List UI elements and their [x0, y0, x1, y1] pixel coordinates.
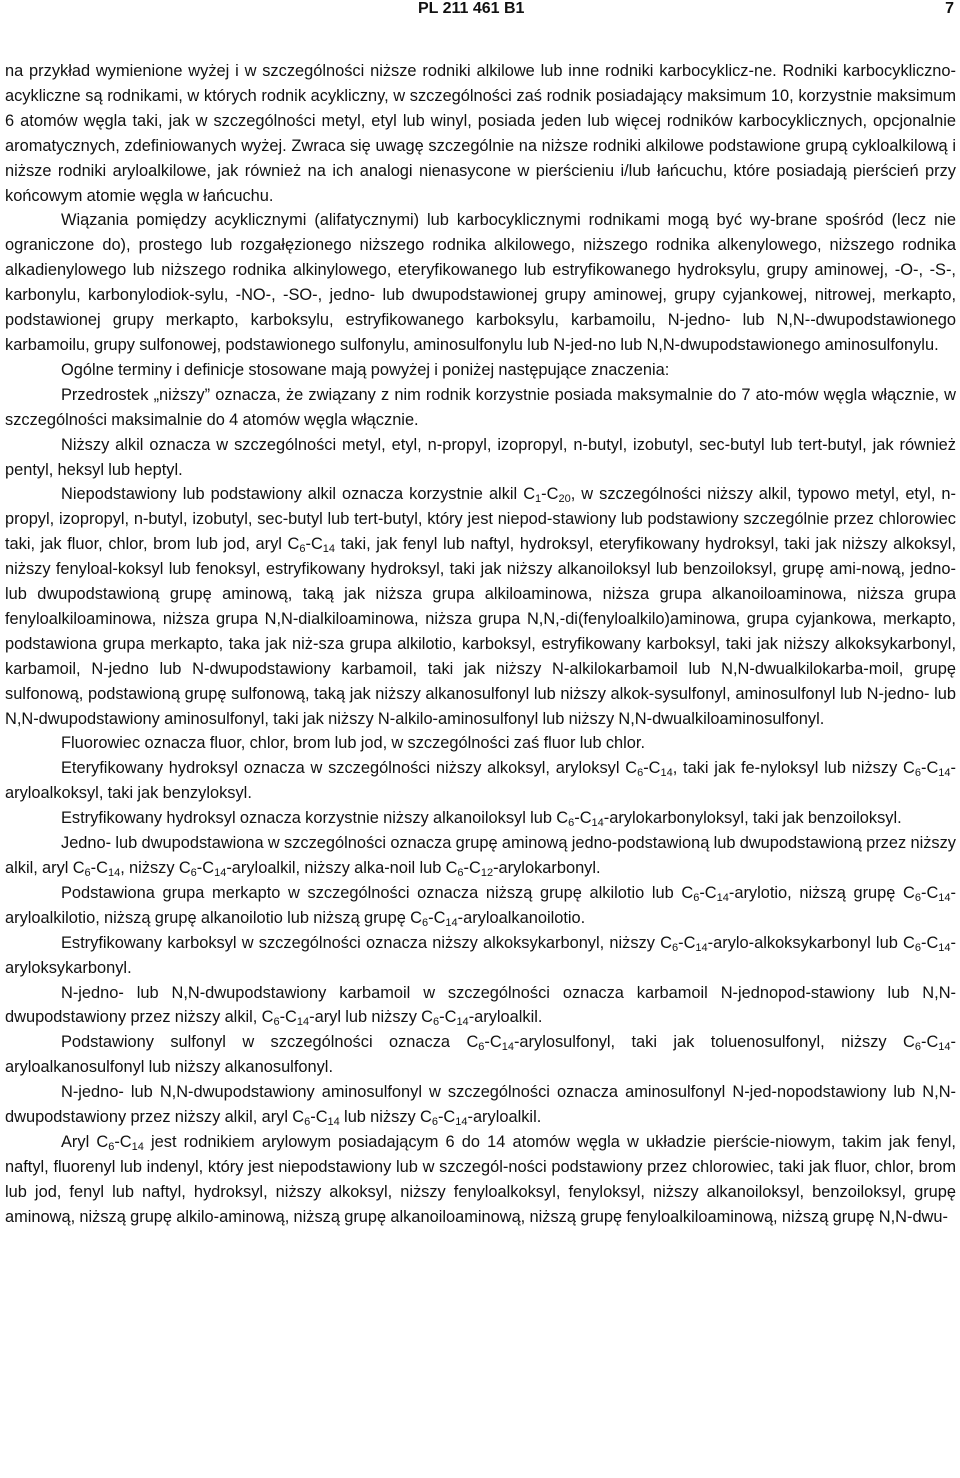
paragraph-p2: Ogólne terminy i definicje stosowane mają powyżej i poniżej następujące znaczenia: — [61, 360, 670, 379]
paragraph-p3: Przedrostek „niższy” oznacza, że związany z nim rodnik korzystnie posiada maksymalnie do 7 ato-mów węgla włącznie, w szczególności maksimalnie do 4 atomów węgla włącznie. — [5, 385, 956, 429]
page-header — [0, 0, 960, 22]
paragraph-p11: Estryfikowany karboksyl w szczególności oznacza niższy alkoksykarbonyl, niższy $C_6-C_{14}-arylo$-alkoksykarbonyl lub $C_6-C_{14}$-aryloksykarbonyl. — [5, 933, 956, 977]
paragraph-p0: na przykład wymienione wyżej i w szczególności niższe rodniki alkilowe lub inne rodniki karbocyklicz-ne. Rodniki karbocykliczno-acykliczne są rodnikami, w których rodnik acykliczny, w szczególności zaś rodnik posiadający maksimum 10, korzystnie maksimum 6 atomów węgla taki, jak w szczególności metyl, etyl lub winyl, posiada jeden lub więcej rodników karbocyklicznych, opcjonalnie aromatycznych, zdefiniowanych wyżej. Zwraca się uwagę szczególnie na niższe rodniki alkilowe podstawione grupą cykloalkilową i niższe rodniki aryloalkilowe, jak również na ich analogi nienasycone w pierścieniu i/lub łańcuchu, które posiadają pierścień przy końcowym atomie węgla w łańcuchu. — [5, 62, 956, 205]
paragraph-p8: Estryfikowany hydroksyl oznacza korzystnie niższy alkanoiloksyl lub $C_6-C_{14}$-arylokarbonyloksyl, taki jak benzoiloksyl. — [61, 809, 902, 830]
paragraph-p12: N-jedno- lub N,N-dwupodstawiony karbamoil w szczególności oznacza karbamoil N-jednopod-stawiony lub N,N-dwupodstawiony przez niższy alkil, $C_6-C_{14}$-aryl lub niższy $C_6-C_{14}$-aryloalkil. — [5, 983, 956, 1029]
document-body — [5, 59, 956, 1230]
paragraph-p15: Aryl $C_6-C_{14}$ jest rodnikiem arylowym posiadającym 6 do 14 atomów węgla w układzie pierście-niowym, takim jak fenyl, naftyl, fluorenyl lub indenyl, który jest niepodstawiony lub w szczegól-ności podstawiony przez chlorowiec, taki jak fluor, chlor, brom lub jod, fenyl lub naftyl, hydroksyl, niższy alkoksyl, niższy fenyloalkoksyl, fenyloksyl, niższy alkanoiloksyl, benzoiloksyl, grupę aminową, niższą grupę alkilo-aminową, niższą grupę alkanoiloaminową, niższą grupę fenyloalkiloaminową, niższą grupę N,N-dwu- — [5, 1132, 956, 1226]
paragraph-p9: Jedno- lub dwupodstawiona w szczególności oznacza grupę aminową jedno-podstawioną lub dwupodstawioną przez niższy alkil, aryl $C_6-C_{14}$, niższy $C_6-C_{14}$-aryloalkil, niższy alka-noil lub $C_6-C_{12}$-arylokarbonyl. — [5, 834, 956, 879]
paragraph-p14: N-jedno- lub N,N-dwupodstawiony aminosulfonyl w szczególności oznacza aminosulfonyl N-jed-nopodstawiony lub N,N-dwupodstawiony przez niższy alkil, aryl $C_6-C_{14}$ lub niższy $C_6-C_{14}$-aryloalkil. — [5, 1083, 956, 1129]
document-id: PL 211 461 B1 — [418, 0, 525, 17]
paragraph-p1: Wiązania pomiędzy acyklicznymi (alifatycznymi) lub karbocyklicznymi rodnikami mogą być wy-brane spośród (lecz nie ograniczone do), prostego lub rozgałęzionego niższego rodnika alkilowego, niższego rodnika alkenylowego, niższego rodnika alkadienylowego lub niższego rodnika alkinylowego, eteryfikowanego lub estryfikowanego hydroksylu, grupy aminowej, -O-, -S-, karbonylu, karbonylodiok-sylu, -NO-, -SO-, jedno- lub dwupodstawionej grupy aminowej, grupy cyjankowej, nitrowej, merkapto, podstawionej grupy merkapto, karboksylu, estryfikowanego karboksylu, karbamoilu, N-jedno- lub N,N--dwupodstawionego karbamoilu, grupy sulfonowej, podstawionego sulfonylu, aminosulfonylu lub N-jed-no lub N,N-dwupodstawionego aminosulfonylu. — [5, 211, 956, 354]
page-number: 7 — [945, 0, 954, 17]
paragraph-p7: Eteryfikowany hydroksyl oznacza w szczególności niższy alkoksyl, aryloksyl $C_6-C_{14}$, taki jak fe-nyloksyl lub niższy $C_6-C_{14}$-aryloalkoksyl, taki jak benzyloksyl. — [5, 759, 956, 803]
paragraph-p10: Podstawiona grupa merkapto w szczególności oznacza niższą grupę alkilotio lub $C_6-C_{14}$-arylotio, niższą grupę $C_6-C_{14}$-aryloalkilotio, niższą grupę alkanoilotio lub niższą grupę $C_6-C_{14}$-aryloalkanoilotio. — [5, 883, 957, 929]
paragraph-p13: Podstawiony sulfonyl w szczególności oznacza $C_6-C_{14}$-arylosulfonyl, taki jak toluenosulfonyl, niższy $C_6-C_{14}$-aryloalkanosulfonyl lub niższy alkanosulfonyl. — [5, 1033, 956, 1077]
paragraph-p4: Niższy alkil oznacza w szczególności metyl, etyl, n-propyl, izopropyl, n-butyl, izobutyl, sec-butyl lub tert-butyl, jak również pentyl, heksyl lub heptyl. — [5, 435, 956, 479]
paragraph-p6: Fluorowiec oznacza fluor, chlor, brom lub jod, w szczególności zaś fluor lub chlor. — [61, 734, 646, 753]
paragraph-p5: Niepodstawiony lub podstawiony alkil oznacza korzystnie alkil $C_1-C_{20}$, w szczególności niższy alkil, typowo metyl, etyl, n-propyl, izopropyl, n-butyl, izobutyl, sec-butyl lub tert-butyl, który jest niepod-stawiony lub podstawiony szczególnie przez chlorowiec taki, jak fluor, chlor, brom lub jod, aryl $C_6-C_{14}$ taki, jak fenyl lub naftyl, hydroksyl, eteryfikowany hydroksyl, taki jak niższy alkoksyl, niższy fenyloal-koksyl lub fenoksyl, estryfikowany hydroksyl, taki jak niższy alkanoiloksyl lub benzoiloksyl, grupę ami-nową, jedno- lub dwupodstawioną grupę aminową, taką jak niższa grupa alkiloaminowa, niższa grupa alkanoiloaminowa, niższa grupa fenyloalkiloaminowa, niższa grupa N,N-dialkiloaminowa, niższa grupa N,N,-di(fenyloalkilo)aminowa, grupa cyjankowa, merkapto, podstawiona grupa merkapto, taka jak niż-sza grupa alkilotio, karboksyl, estryfikowany karboksyl, taki jak niższy alkoksykarbonyl, karbamoil, N-jedno lub N-dwupodstawiony karbamoil, taki jak niższy N-alkilokarbamoil lub N,N-dwualkilokarba-moil, grupę sulfonową, podstawioną grupę sulfonową, taką jak niższy alkanosulfonyl lub niższy alkok-sysulfonyl, aminosulfonyl lub N-jedno- lub N,N-dwupodstawiony aminosulfonyl, taki jak niższy N-alkilo-aminosulfonyl lub niższy N,N-dwualkiloaminosulfonyl. — [5, 485, 956, 728]
